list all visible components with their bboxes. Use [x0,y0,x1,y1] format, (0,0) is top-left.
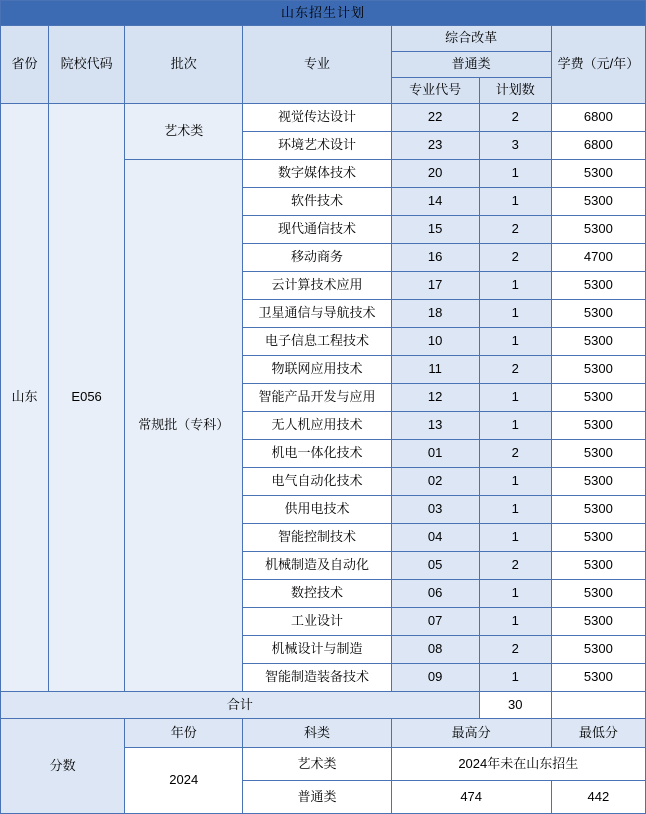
cell-tuition: 6800 [551,132,645,160]
cell-major-code: 14 [391,188,479,216]
cell-tuition: 6800 [551,104,645,132]
cell-major: 物联网应用技术 [243,356,391,384]
cell-batch-regular: 常规批（专科） [125,160,243,692]
cell-tuition: 5300 [551,412,645,440]
header-plan-count: 计划数 [479,78,551,104]
score-general-max: 474 [391,781,551,814]
cell-plan-count: 2 [479,552,551,580]
cell-major: 卫星通信与导航技术 [243,300,391,328]
cell-major-code: 08 [391,636,479,664]
cell-plan-count: 1 [479,664,551,692]
cell-major-code: 15 [391,216,479,244]
cell-major: 视觉传达设计 [243,104,391,132]
cell-major: 移动商务 [243,244,391,272]
cell-plan-count: 1 [479,608,551,636]
cell-major-code: 23 [391,132,479,160]
score-header-min: 最低分 [551,719,645,748]
cell-major: 智能产品开发与应用 [243,384,391,412]
cell-major-code: 16 [391,244,479,272]
cell-major: 无人机应用技术 [243,412,391,440]
cell-tuition: 5300 [551,496,645,524]
cell-plan-count: 1 [479,496,551,524]
cell-plan-count: 2 [479,216,551,244]
cell-plan-count: 2 [479,104,551,132]
title-row [1,1,646,26]
cell-tuition: 5300 [551,440,645,468]
cell-major-code: 12 [391,384,479,412]
cell-plan-count: 1 [479,328,551,356]
cell-plan-count: 2 [479,244,551,272]
document-title: 山东招生计划 [1,1,646,26]
score-general-min: 442 [551,781,645,814]
cell-tuition: 5300 [551,524,645,552]
cell-major-code: 10 [391,328,479,356]
header-major-code: 专业代号 [391,78,479,104]
cell-major: 机械设计与制造 [243,636,391,664]
header-province: 省份 [1,26,49,104]
cell-tuition: 5300 [551,188,645,216]
cell-major: 工业设计 [243,608,391,636]
cell-tuition: 5300 [551,272,645,300]
cell-major: 智能制造装备技术 [243,664,391,692]
cell-plan-count: 1 [479,524,551,552]
cell-tuition: 5300 [551,160,645,188]
cell-major: 环境艺术设计 [243,132,391,160]
cell-plan-count: 2 [479,636,551,664]
cell-major: 供用电技术 [243,496,391,524]
cell-plan-count: 1 [479,188,551,216]
cell-plan-count: 1 [479,468,551,496]
cell-tuition: 5300 [551,664,645,692]
header-batch: 批次 [125,26,243,104]
cell-province-value: 山东 [1,104,49,692]
cell-major-code: 01 [391,440,479,468]
cell-major: 数控技术 [243,580,391,608]
cell-school-code-value: E056 [49,104,125,692]
cell-plan-count: 1 [479,412,551,440]
cell-major-code: 13 [391,412,479,440]
header-general-class: 普通类 [391,52,551,78]
summary-total: 30 [479,692,551,719]
cell-major-code: 11 [391,356,479,384]
cell-major: 机械制造及自动化 [243,552,391,580]
cell-plan-count: 1 [479,384,551,412]
cell-major-code: 06 [391,580,479,608]
cell-tuition: 5300 [551,384,645,412]
table-row [1,104,646,132]
cell-major-code: 02 [391,468,479,496]
header-school-code: 院校代码 [49,26,125,104]
cell-tuition: 5300 [551,552,645,580]
summary-label: 合计 [1,692,480,719]
cell-tuition: 5300 [551,216,645,244]
cell-major: 电子信息工程技术 [243,328,391,356]
cell-major: 软件技术 [243,188,391,216]
cell-plan-count: 1 [479,272,551,300]
cell-major: 电气自动化技术 [243,468,391,496]
score-subject-art: 艺术类 [243,748,391,781]
cell-plan-count: 1 [479,300,551,328]
cell-major-code: 09 [391,664,479,692]
cell-tuition: 5300 [551,300,645,328]
cell-major: 智能控制技术 [243,524,391,552]
cell-tuition: 5300 [551,356,645,384]
header-row-1 [1,26,646,52]
cell-major: 机电一体化技术 [243,440,391,468]
score-section-label: 分数 [1,719,125,814]
cell-major-code: 07 [391,608,479,636]
score-header-subject: 科类 [243,719,391,748]
score-header-row [1,719,646,748]
cell-tuition: 5300 [551,580,645,608]
score-header-max: 最高分 [391,719,551,748]
score-art-note: 2024年未在山东招生 [391,748,645,781]
cell-major: 数字媒体技术 [243,160,391,188]
cell-major-code: 04 [391,524,479,552]
score-header-year: 年份 [125,719,243,748]
cell-plan-count: 2 [479,356,551,384]
cell-tuition: 4700 [551,244,645,272]
cell-plan-count: 1 [479,160,551,188]
cell-plan-count: 3 [479,132,551,160]
cell-tuition: 5300 [551,328,645,356]
score-year: 2024 [125,748,243,814]
cell-tuition: 5300 [551,608,645,636]
cell-plan-count: 2 [479,440,551,468]
cell-major-code: 20 [391,160,479,188]
cell-tuition: 5300 [551,636,645,664]
cell-major: 现代通信技术 [243,216,391,244]
summary-row [1,692,646,719]
summary-blank [551,692,645,719]
cell-batch-art: 艺术类 [125,104,243,160]
cell-major-code: 22 [391,104,479,132]
header-major: 专业 [243,26,391,104]
cell-major: 云计算技术应用 [243,272,391,300]
header-tuition: 学费（元/年） [551,26,645,104]
cell-major-code: 18 [391,300,479,328]
score-subject-general: 普通类 [243,781,391,814]
header-reform-group: 综合改革 [391,26,551,52]
cell-major-code: 05 [391,552,479,580]
cell-major-code: 17 [391,272,479,300]
cell-plan-count: 1 [479,580,551,608]
cell-major-code: 03 [391,496,479,524]
cell-tuition: 5300 [551,468,645,496]
